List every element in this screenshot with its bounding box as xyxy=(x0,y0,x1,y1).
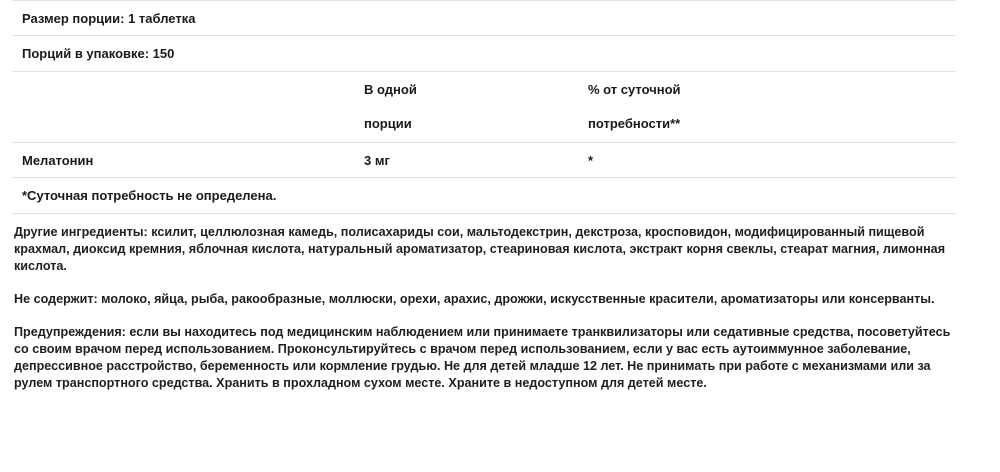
serving-size-row xyxy=(12,0,956,36)
ingredient-row xyxy=(12,143,956,178)
does-not-contain-paragraph: Не содержит: молоко, яйца, рыба, ракообразные, моллюски, орехи, арахис, дрожжи, искусственные красители, ароматизаторы или консерванты. xyxy=(14,292,935,306)
serving-size-text: Размер порции: 1 таблетка xyxy=(22,11,196,26)
per-serving-header-line2: порции xyxy=(364,116,412,131)
daily-value-header-line1: % от суточной xyxy=(588,82,681,97)
ingredient-amount: 3 мг xyxy=(364,153,390,168)
servings-per-container-text: Порций в упаковке: 150 xyxy=(22,46,175,61)
servings-per-container-row xyxy=(12,36,956,72)
column-header-row xyxy=(12,72,956,143)
ingredient-daily-value: * xyxy=(588,153,594,168)
supplement-facts-table xyxy=(12,0,956,214)
other-ingredients-paragraph: Другие ингредиенты: ксилит, целлюлозная камедь, полисахариды сои, мальтодекстрин, декстроза, кросповидон, модифицированный пищевой крахмал, диоксид кремния, яблочная кислота, натуральный ароматизатор, стеариновая кислота, экстракт корня свеклы, стеарат магния, лимонная кислота. xyxy=(14,225,946,273)
footnote-row xyxy=(12,178,956,214)
product-notes xyxy=(14,224,964,408)
ingredient-name: Мелатонин xyxy=(22,153,94,168)
warnings-paragraph: Предупреждения: если вы находитесь под медицинским наблюдением или принимаете транквилизаторы или седативные средства, посоветуйтесь со своим врачом перед использованием. Проконсультируйтесь с врачом перед использованием, если у вас есть аутоиммунное заболевание, депрессивное расстройство, беременность или кормление грудью. Не для детей младше 12 лет. Не принимать при работе с механизмами или за рулем транспортного средства. Хранить в прохладном сухом месте. Храните в недоступном для детей месте. xyxy=(14,325,951,390)
footnote-text: *Суточная потребность не определена. xyxy=(22,188,277,203)
daily-value-header-line2: потребности** xyxy=(588,116,681,131)
per-serving-header-line1: В одной xyxy=(364,82,417,97)
